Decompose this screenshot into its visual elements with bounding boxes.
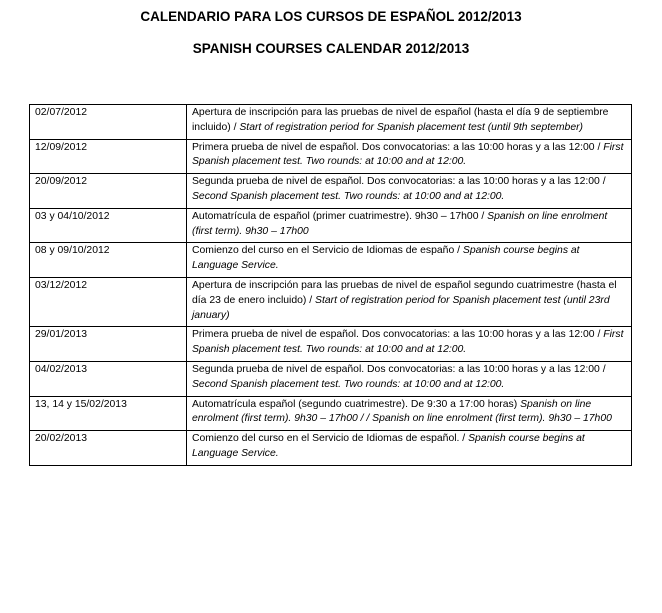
date-cell: 12/09/2012 bbox=[30, 139, 187, 174]
description-es: Segunda prueba de nivel de español. Dos convocatorias: a las 10:00 horas y a las 12:00 / bbox=[192, 363, 606, 375]
table-row bbox=[30, 243, 632, 278]
description-es: Primera prueba de nivel de español. Dos convocatorias: a las 10:00 horas y a las 12:00 / bbox=[192, 141, 601, 153]
description-cell bbox=[187, 208, 632, 243]
date-cell: 03/12/2012 bbox=[30, 277, 187, 326]
title-spanish: CALENDARIO PARA LOS CURSOS DE ESPAÑOL 2012/2013 bbox=[140, 9, 522, 24]
description-es: Apertura de inscripción para las pruebas de nivel de español (hasta el día 9 de septiembre incluido) / bbox=[192, 107, 609, 133]
description-en: First Spanish placement test. Two rounds: at 10:00 and at 12:00. bbox=[192, 141, 624, 168]
description-cell bbox=[187, 105, 632, 140]
description-es: Comienzo del curso en el Servicio de Idiomas de español. / bbox=[192, 433, 466, 445]
title-english: SPANISH COURSES CALENDAR 2012/2013 bbox=[192, 41, 470, 56]
description-en: Spanish on line enrolment (first term). 9h30 – 17h00 / / Spanish on line enrolment (first term). 9h30 – 17h00 bbox=[192, 398, 612, 425]
description-cell bbox=[187, 431, 632, 466]
description-en: Second Spanish placement test. Two rounds: at 10:00 and at 12:00. bbox=[192, 190, 505, 202]
description-en: Start of registration period for Spanish placement test (until 23rd january) bbox=[192, 294, 610, 321]
date-cell: 04/02/2013 bbox=[30, 361, 187, 396]
description-cell bbox=[187, 243, 632, 278]
description-en: First Spanish placement test. Two rounds: at 10:00 and at 12:00. bbox=[192, 329, 624, 356]
table-row bbox=[30, 327, 632, 362]
description-cell bbox=[187, 174, 632, 209]
calendar-table bbox=[29, 104, 632, 466]
description-es: Comienzo del curso en el Servicio de Idiomas de españo / bbox=[192, 245, 460, 257]
table-row bbox=[30, 139, 632, 174]
table-row bbox=[30, 208, 632, 243]
date-cell: 02/07/2012 bbox=[30, 105, 187, 140]
table-row bbox=[30, 361, 632, 396]
date-cell: 29/01/2013 bbox=[30, 327, 187, 362]
date-cell: 20/02/2013 bbox=[30, 431, 187, 466]
description-es: Segunda prueba de nivel de español. Dos convocatorias: a las 10:00 horas y a las 12:00 / bbox=[192, 176, 606, 188]
description-cell bbox=[187, 361, 632, 396]
table-row bbox=[30, 431, 632, 466]
description-es: Apertura de inscripción para las pruebas de nivel de español segundo cuatrimestre (hasta el día 23 de enero incluido) / bbox=[192, 279, 617, 306]
description-cell bbox=[187, 327, 632, 362]
description-en: Spanish course begins at Language Service. bbox=[192, 245, 580, 272]
table-row bbox=[30, 174, 632, 209]
table-row bbox=[30, 105, 632, 140]
date-cell: 08 y 09/10/2012 bbox=[30, 243, 187, 278]
description-es: Automatrícula español (segundo cuatrimestre). De 9:30 a 17:00 horas) bbox=[192, 398, 518, 410]
description-en: Spanish on line enrolment (first term). 9h30 – 17h00 bbox=[192, 210, 608, 237]
table-row bbox=[30, 396, 632, 431]
date-cell: 20/09/2012 bbox=[30, 174, 187, 209]
description-es: Automatrícula de español (primer cuatrimestre). 9h30 – 17h00 / bbox=[192, 210, 485, 222]
description-en: Start of registration period for Spanish placement test (until 9th september) bbox=[239, 121, 584, 133]
description-cell bbox=[187, 277, 632, 326]
description-es: Primera prueba de nivel de español. Dos convocatorias: a las 10:00 horas y a las 12:00 / bbox=[192, 329, 601, 341]
description-en: Spanish course begins at Language Service. bbox=[192, 433, 585, 459]
date-cell: 13, 14 y 15/02/2013 bbox=[30, 396, 187, 431]
date-cell: 03 y 04/10/2012 bbox=[30, 208, 187, 243]
table-row bbox=[30, 277, 632, 326]
description-cell bbox=[187, 396, 632, 431]
description-cell bbox=[187, 139, 632, 174]
description-en: Second Spanish placement test. Two rounds: at 10:00 and at 12:00. bbox=[192, 378, 505, 390]
